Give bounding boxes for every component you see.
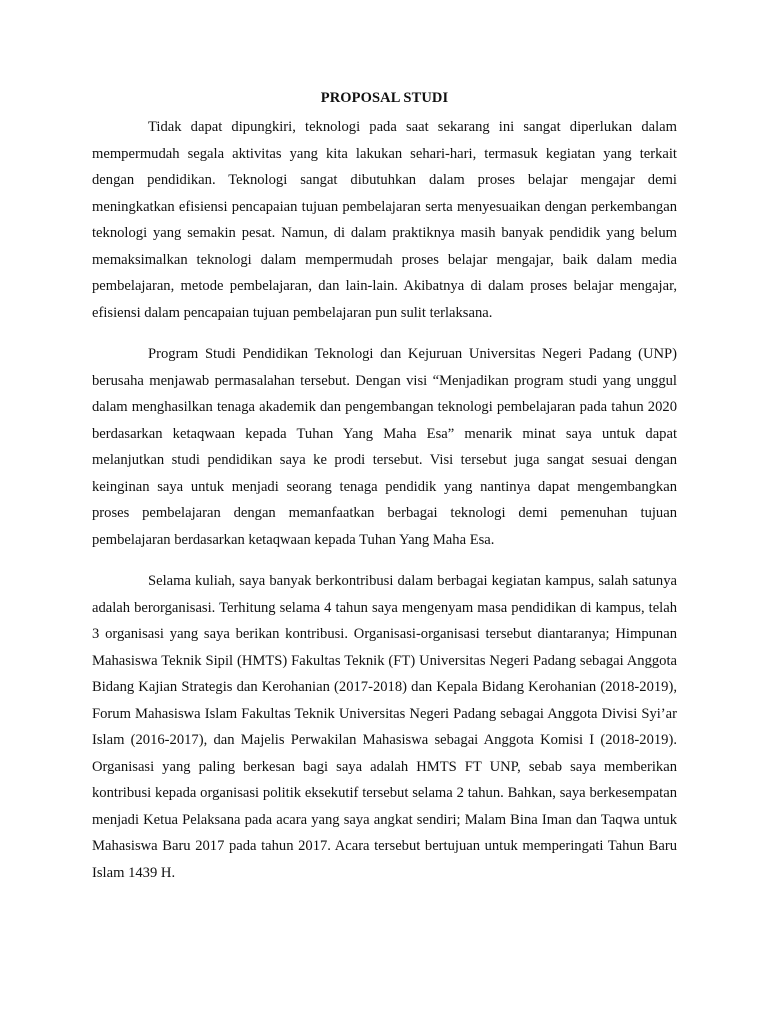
- paragraph-3: Selama kuliah, saya banyak berkontribusi dalam berbagai kegiatan kampus, salah satunya adalah berorganisasi. Terhitung selama 4 tahun saya mengenyam masa pendidikan di kampus, telah 3 organisasi yang saya berikan kontribusi. Organisasi-organisasi tersebut diantaranya; Himpunan Mahasiswa Teknik Sipil (HMTS) Fakultas Teknik (FT) Universitas Negeri Padang sebagai Anggota Bidang Kajian Strategis dan Kerohanian (2017-2018) dan Kepala Bidang Kerohanian (2018-2019), Forum Mahasiswa Islam Fakultas Teknik Universitas Negeri Padang sebagai Anggota Divisi Syi’ar Islam (2016-2017), dan Majelis Perwakilan Mahasiswa sebagai Anggota Komisi I (2018-2019). Organisasi yang paling berkesan bagi saya adalah HMTS FT UNP, sebab saya memberikan kontribusi kepada organisasi politik eksekutif tersebut selama 2 tahun. Bahkan, saya berkesempatan menjadi Ketua Pelaksana pada acara yang saya angkat sendiri; Malam Bina Iman dan Taqwa untuk Mahasiswa Baru 2017 pada tahun 2017. Acara tersebut bertujuan untuk memperingati Tahun Baru Islam 1439 H.: [92, 573, 677, 881]
- document-title: PROPOSAL STUDI: [320, 90, 449, 106]
- paragraph-1: Tidak dapat dipungkiri, teknologi pada saat sekarang ini sangat diperlukan dalam mempermudah segala aktivitas yang kita lakukan sehari-hari, termasuk kegiatan yang terkait dengan pendidikan. Teknologi sangat dibutuhkan dalam proses belajar mengajar demi meningkatkan efisiensi pencapaian tujuan pembelajaran serta menyesuaikan dengan perkembangan teknologi yang semakin pesat. Namun, di dalam praktiknya masih banyak pendidik yang belum memaksimalkan teknologi dalam mempermudah proses belajar mengajar, baik dalam media pembelajaran, metode pembelajaran, dan lain-lain. Akibatnya di dalam proses belajar mengajar, efisiensi dalam pencapaian tujuan pembelajaran pun sulit terlaksana.: [92, 119, 677, 321]
- document-body: [92, 86, 677, 886]
- paragraph-2: Program Studi Pendidikan Teknologi dan Kejuruan Universitas Negeri Padang (UNP) berusaha menjawab permasalahan tersebut. Dengan visi “Menjadikan program studi yang unggul dalam menghasilkan tenaga akademik dan pengembangan teknologi pembelajaran pada tahun 2020 berdasarkan ketaqwaan kepada Tuhan Yang Maha Esa” menarik minat saya untuk dapat melanjutkan studi pendidikan saya ke prodi tersebut. Visi tersebut juga sangat sesuai dengan keinginan saya untuk menjadi seorang tenaga pendidik yang nantinya dapat mengembangkan proses pembelajaran dengan memanfaatkan berbagai teknologi demi pemenuhan tujuan pembelajaran berdasarkan ketaqwaan kepada Tuhan Yang Maha Esa.: [92, 346, 677, 548]
